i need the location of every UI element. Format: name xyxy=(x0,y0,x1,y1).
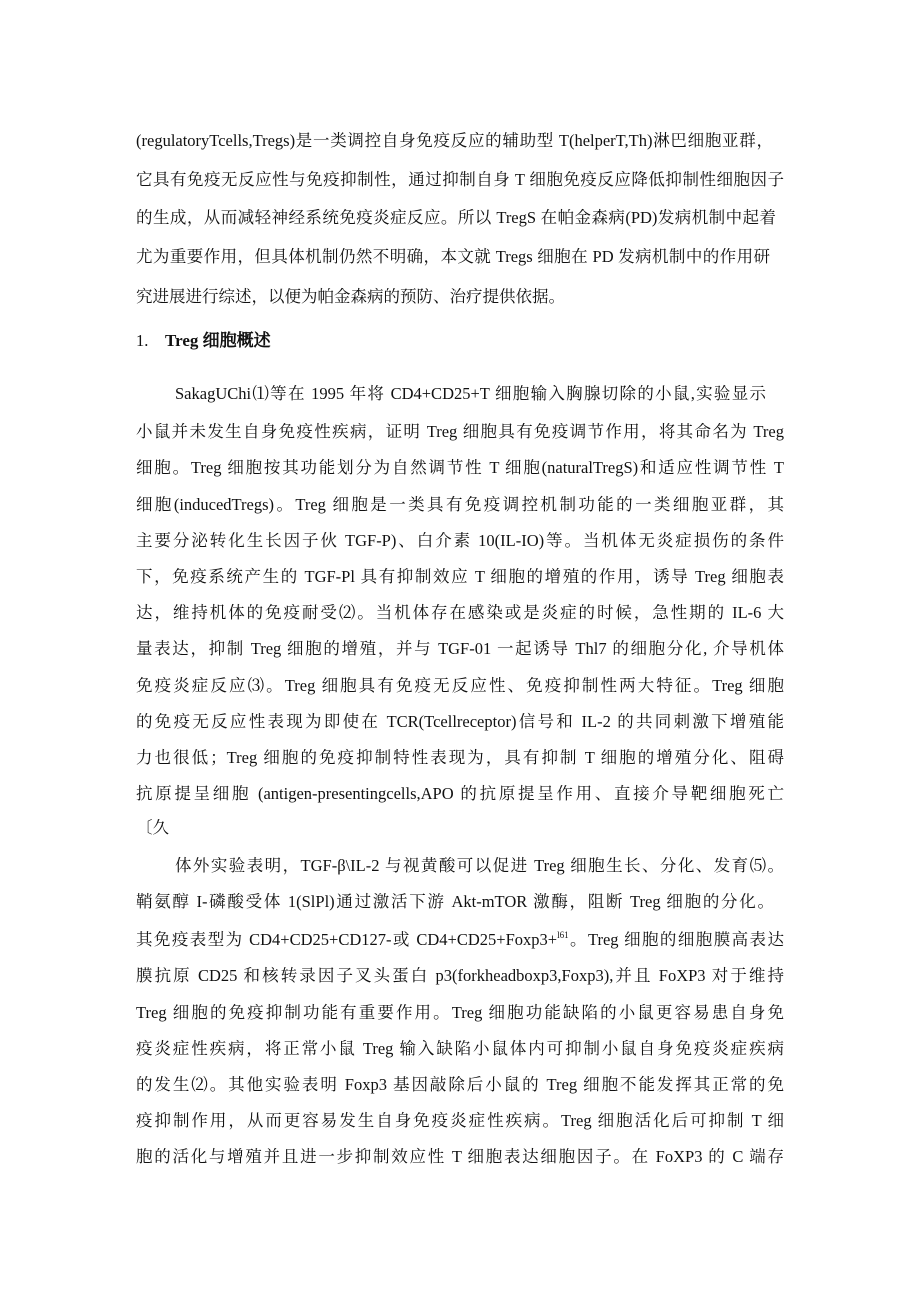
text-line: 膜抗原 CD25 和核转录因子叉头蛋白 p3(forkheadboxp3,Foxp3),并且 FoXP3 对于维持 xyxy=(136,966,784,985)
text-line: 尤为重要作用，但具体机制仍然不明确，本文就 Tregs 细胞在 PD 发病机制中的作用研 xyxy=(136,247,770,266)
text-line: 它具有免疫无反应性与免疫抑制性，通过抑制自身 T 细胞免疫反应降低抑制性细胞因子 xyxy=(136,170,784,189)
text-line: 疫抑制作用，从而更容易发生自身免疫炎症性疾病。Treg 细胞活化后可抑制 T 细 xyxy=(136,1111,784,1130)
text-line: 的生成，从而减轻神经系统免疫炎症反应。所以 TregS 在帕金森病(PD)发病机制中起着 xyxy=(136,208,776,227)
text-segment: 其免疫表型为 CD4+CD25+CD127-或 CD4+CD25+Foxp3+ xyxy=(136,930,558,949)
text-line: 的发生⑵。其他实验表明 Foxp3 基因敲除后小鼠的 Treg 细胞不能发挥其正常的免 xyxy=(136,1075,784,1094)
text-line: 的免疫无反应性表现为即使在 TCR(Tcellreceptor)信号和 IL-2 的共同刺激下增殖能 xyxy=(136,712,784,731)
section-number: 1. xyxy=(136,331,149,350)
text-line: 主要分泌转化生长因子伙 TGF-P)、白介素 10(IL-IO)等。当机体无炎症损伤的条件 xyxy=(136,531,784,550)
text-segment: 。Treg 细胞的细胞膜高表达 xyxy=(568,930,784,949)
text-line: 量表达，抑制 Treg 细胞的增殖，并与 TGF-01 一起诱导 Thl7 的细胞分化, 介导机体 xyxy=(136,639,784,658)
text-line: 体外实验表明，TGF-β\IL-2 与视黄酸可以促进 Treg 细胞生长、分化、发育⑸。 xyxy=(175,856,784,875)
text-line: SakagUChi⑴等在 1995 年将 CD4+CD25+T 细胞输入胸腺切除的小鼠,实验显示 xyxy=(175,384,766,403)
text-line: 小鼠并未发生自身免疫性疾病，证明 Treg 细胞具有免疫调节作用，将其命名为 Treg xyxy=(136,422,784,441)
text-line: 胞的活化与增殖并且进一步抑制效应性 T 细胞表达细胞因子。在 FoXP3 的 C 端存 xyxy=(136,1147,784,1166)
text-line: 〔久 xyxy=(136,818,169,837)
text-line: 细胞。Treg 细胞按其功能划分为自然调节性 T 细胞(naturalTregS)和适应性调节性 T xyxy=(136,458,784,477)
citation-superscript: l61 xyxy=(557,930,569,940)
section-title: Treg 细胞概述 xyxy=(165,331,271,350)
text-line: (regulatoryTcells,Tregs)是一类调控自身免疫反应的辅助型 T(helperT,Th)淋巴细胞亚群， xyxy=(136,131,773,150)
text-line: 抗原提呈细胞 (antigen-presentingcells,APO 的抗原提呈作用、直接介导靶细胞死亡 xyxy=(136,784,784,803)
text-line xyxy=(136,928,784,952)
text-line: 力也很低；Treg 细胞的免疫抑制特性表现为，具有抑制 T 细胞的增殖分化、阻碍 xyxy=(136,748,784,767)
text-line: 下，免疫系统产生的 TGF-Pl 具有抑制效应 T 细胞的增殖的作用，诱导 Treg 细胞表 xyxy=(136,567,784,586)
text-line: 细胞(inducedTregs)。Treg 细胞是一类具有免疫调控机制功能的一类细胞亚群，其 xyxy=(136,495,784,514)
text-line: 疫炎症性疾病，将正常小鼠 Treg 输入缺陷小鼠体内可抑制小鼠自身免疫炎症疾病 xyxy=(136,1039,784,1058)
text-line: 鞘氨醇 I-磷酸受体 1(SlPl)通过激活下游 Akt-mTOR 激酶，阻断 Treg 细胞的分化。 xyxy=(136,892,774,911)
text-line: 免疫炎症反应⑶。Treg 细胞具有免疫无反应性、免疫抑制性两大特征。Treg 细胞 xyxy=(136,676,784,695)
text-line: 达，维持机体的免疫耐受⑵。当机体存在感染或是炎症的时候，急性期的 IL-6 大 xyxy=(136,603,784,622)
text-line: 究进展进行综述，以便为帕金森病的预防、治疗提供依据。 xyxy=(136,287,565,306)
text-line: Treg 细胞的免疫抑制功能有重要作用。Treg 细胞功能缺陷的小鼠更容易患自身免 xyxy=(136,1003,784,1022)
